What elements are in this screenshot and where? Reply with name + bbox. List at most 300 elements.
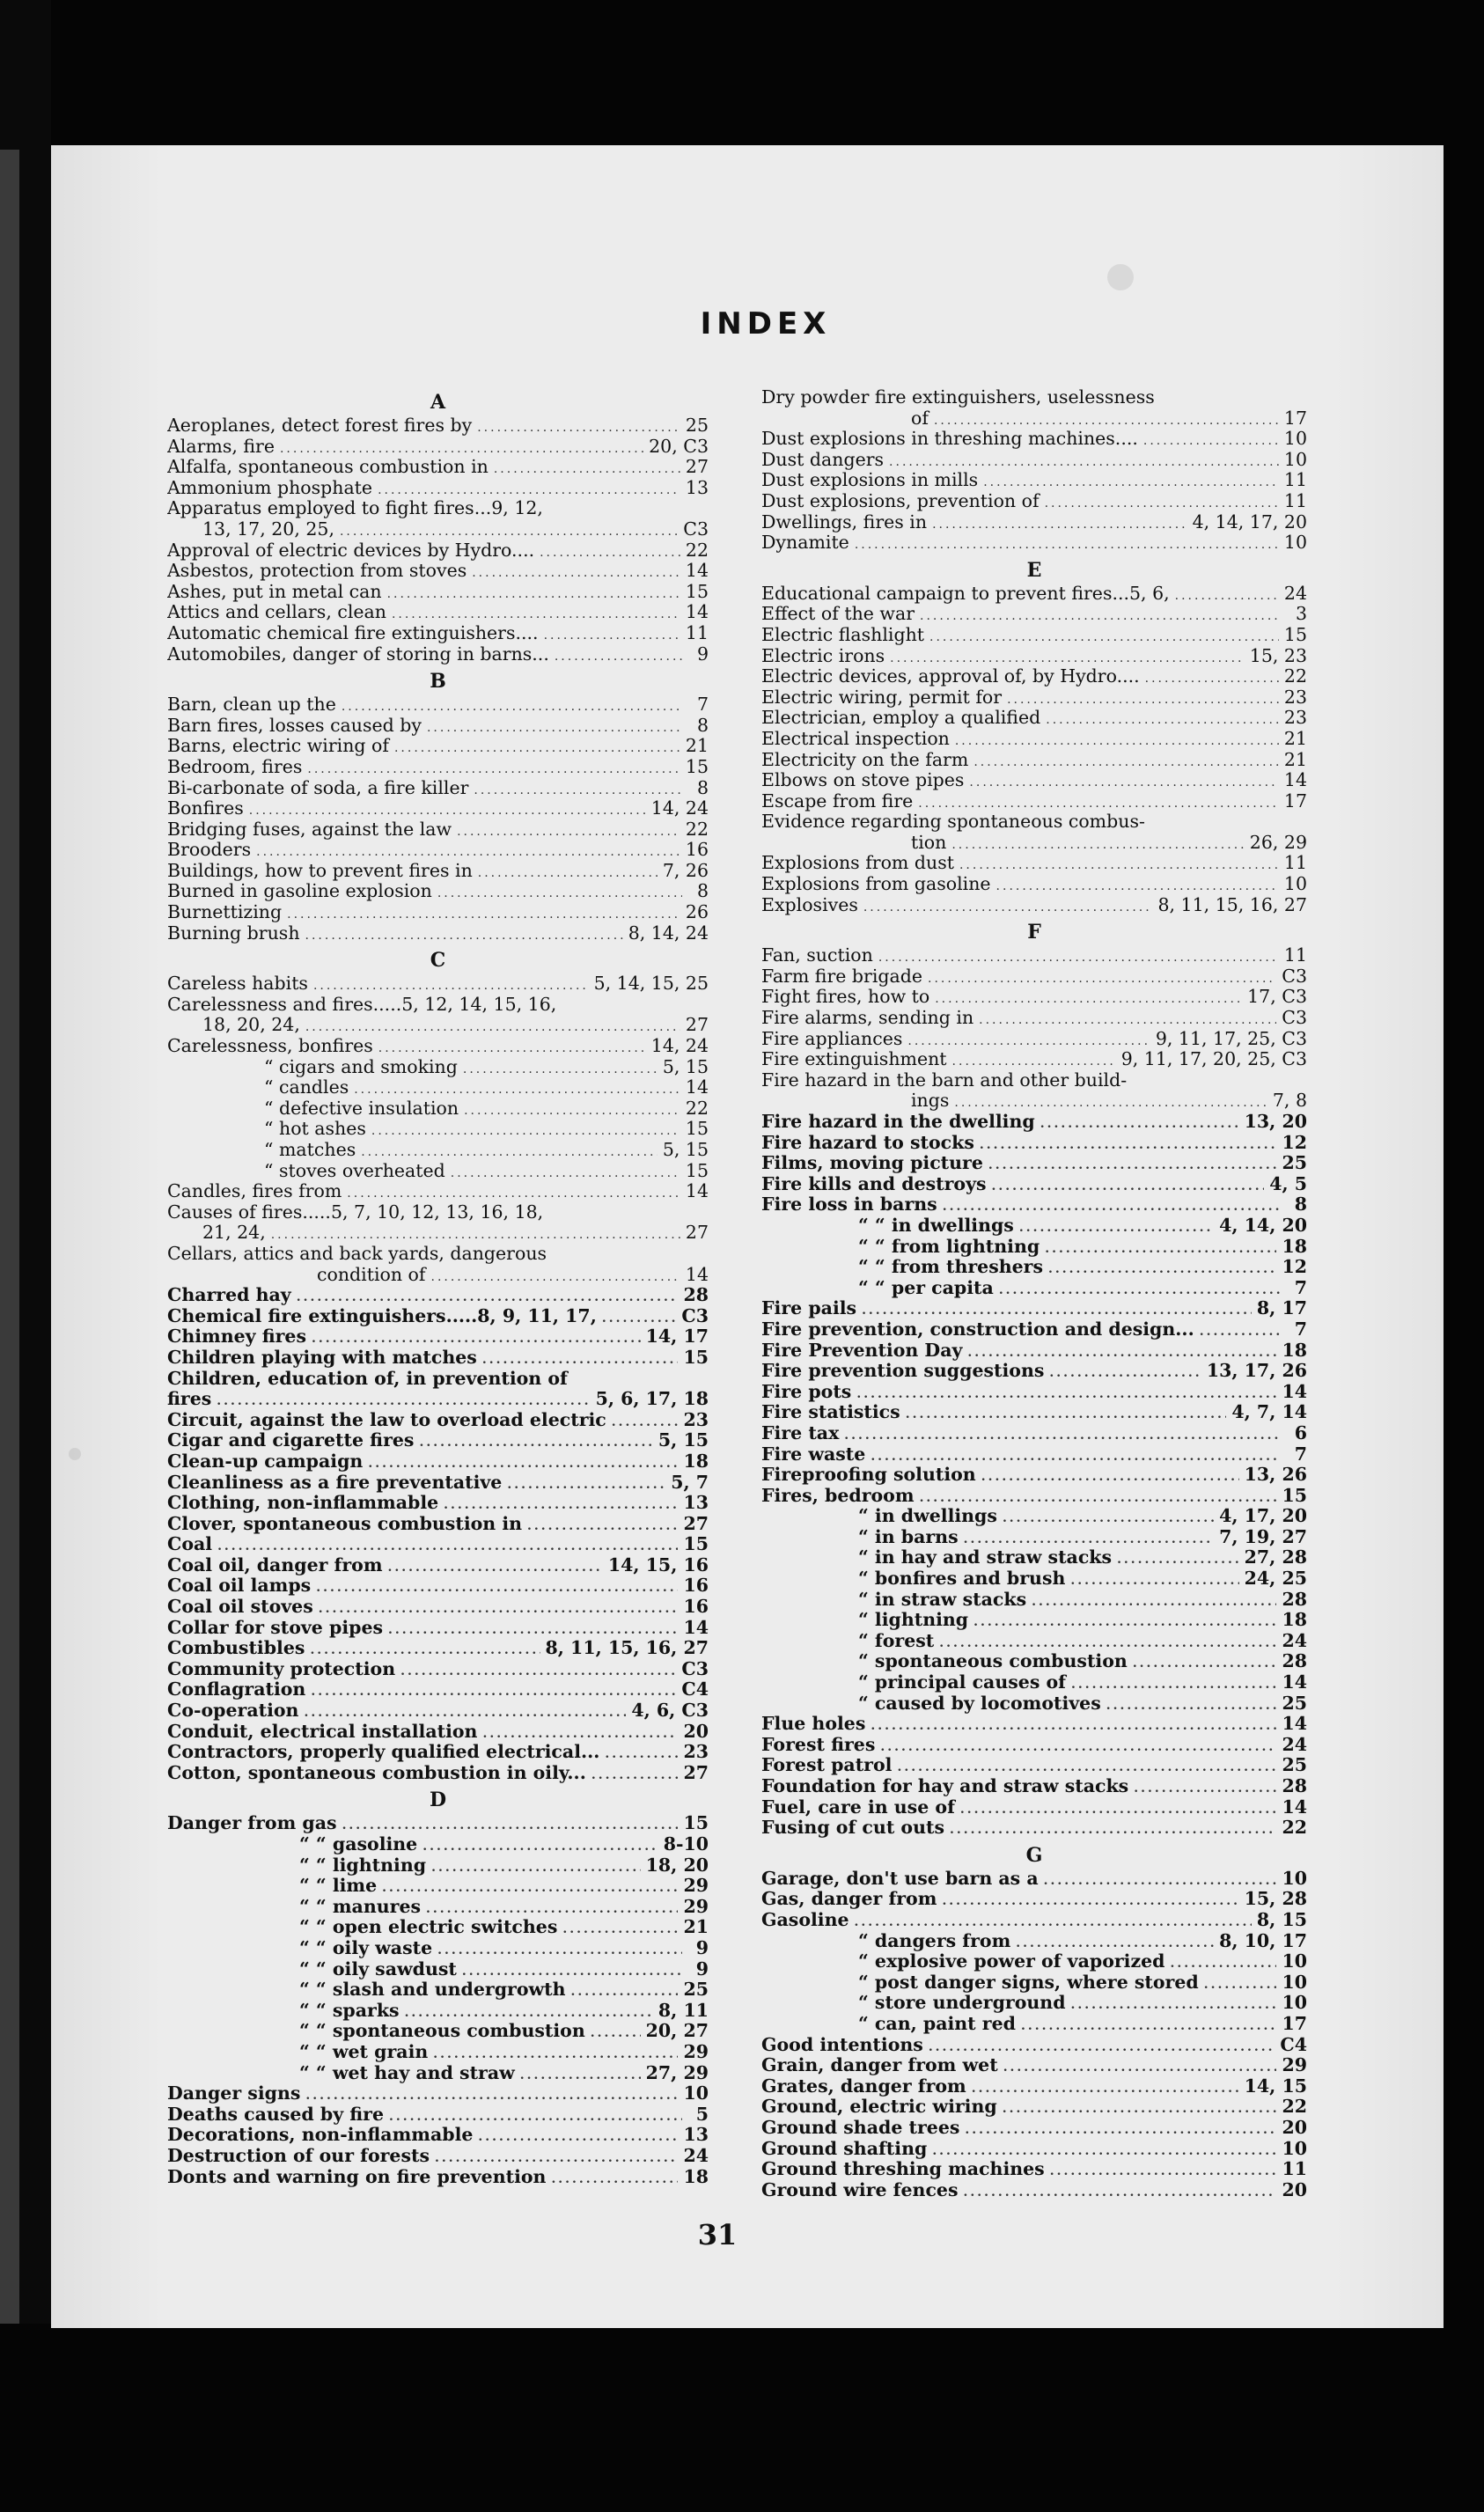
entry-page-ref: 23 <box>683 1742 709 1763</box>
entry-page-ref: 6 <box>1294 1422 1307 1443</box>
dot-leader <box>217 1392 590 1410</box>
entry-page-ref: 18 <box>1282 1340 1307 1361</box>
dot-leader <box>405 2003 653 2022</box>
dot-leader <box>932 515 1187 533</box>
entry-term: Clover, spontaneous combustion in <box>167 1513 523 1534</box>
scan-border-right <box>1444 0 1484 2512</box>
entry-page-ref: 8, 14, 24 <box>628 922 709 944</box>
dot-leader <box>878 948 1279 966</box>
entry-page-ref: 15 <box>685 1119 709 1140</box>
entry-page-ref: 25 <box>1282 1755 1307 1776</box>
index-entry <box>167 1098 709 1120</box>
index-entry <box>761 1278 1307 1299</box>
entry-term: Escape from fire <box>761 790 914 812</box>
dot-leader <box>378 1039 646 1057</box>
entry-term: Collar for stove pipes <box>167 1617 384 1638</box>
entry-term: Cleanliness as a fire preventative <box>167 1472 503 1493</box>
dot-leader <box>920 606 1281 625</box>
dot-leader <box>482 1724 678 1743</box>
dot-leader <box>342 1816 679 1834</box>
index-entry <box>167 2167 709 2188</box>
index-entry <box>761 450 1307 471</box>
entry-page-ref: 5, 7 <box>671 1472 709 1493</box>
entry-term: Fire statistics <box>761 1402 900 1423</box>
index-entry <box>167 1348 709 1369</box>
index-entry <box>761 791 1307 812</box>
entry-page-ref: 17, C3 <box>1247 987 1307 1008</box>
entry-term: “ “ from threshers <box>858 1257 1044 1278</box>
entry-term: “ “ open electric switches <box>299 1917 558 1938</box>
entry-page-ref: 14 <box>1282 1672 1307 1693</box>
dot-leader <box>918 794 1279 812</box>
entry-page-ref: 8, 11, 15, 16, 27 <box>1157 894 1307 915</box>
entry-page-ref: 25 <box>685 415 709 436</box>
index-entry <box>761 1382 1307 1403</box>
dot-leader <box>472 563 680 582</box>
index-entry <box>761 512 1307 533</box>
index-entry <box>761 1547 1307 1568</box>
entry-page-ref: 8 <box>1294 1194 1307 1216</box>
dot-leader <box>1003 1509 1214 1527</box>
index-entry <box>761 429 1307 450</box>
entry-term: Fire appliances <box>761 1028 903 1049</box>
entry-page-ref: 5 <box>695 2104 709 2125</box>
dot-leader <box>457 822 680 841</box>
dot-leader <box>1200 1322 1281 1340</box>
entry-page-ref: 15 <box>683 1534 709 1555</box>
entry-term: Barn, clean up the <box>167 694 336 716</box>
index-entry <box>167 1514 709 1535</box>
entry-term: Alfalfa, spontaneous combustion in <box>167 457 489 478</box>
index-entry <box>167 1638 709 1659</box>
entry-term: “ stoves overheated <box>264 1160 445 1181</box>
dot-leader <box>1117 1550 1239 1568</box>
dot-leader <box>464 1101 680 1120</box>
entry-term: “ spontaneous combustion <box>858 1651 1128 1672</box>
index-entry <box>761 1216 1307 1237</box>
entry-page-ref: 26 <box>685 902 709 923</box>
index-entry <box>167 561 709 582</box>
dot-leader <box>602 1309 677 1327</box>
dot-leader <box>271 1225 680 1244</box>
index-entry <box>761 2035 1307 2056</box>
dot-leader <box>388 1558 603 1576</box>
dot-leader <box>1007 690 1279 709</box>
index-entry <box>761 2014 1307 2035</box>
entry-page-ref: 7 <box>1294 1277 1307 1298</box>
dot-leader <box>1045 1239 1276 1258</box>
index-entry <box>167 1369 709 1390</box>
entry-term: Ammonium phosphate <box>167 477 373 498</box>
dot-leader <box>451 1164 680 1182</box>
entry-term: Combustibles <box>167 1638 305 1659</box>
index-entry <box>167 457 709 478</box>
entry-term: Electrician, employ a qualified <box>761 708 1041 729</box>
index-entry <box>167 1555 709 1576</box>
scan-border-top <box>0 0 1484 150</box>
dot-leader <box>474 781 682 799</box>
entry-page-ref: 24 <box>1282 1734 1307 1755</box>
dot-leader <box>217 1537 678 1555</box>
entry-term: “ store underground <box>858 1993 1066 2014</box>
entry-page-ref: 5, 15 <box>658 1430 709 1451</box>
entry-page-ref: 15 <box>685 1160 709 1181</box>
index-entry <box>167 778 709 799</box>
dot-leader <box>371 1121 680 1140</box>
entry-term: Conflagration <box>167 1679 306 1700</box>
dot-leader <box>950 1820 1276 1839</box>
entry-page-ref: 25 <box>1282 1693 1307 1714</box>
index-entry <box>167 995 709 1016</box>
entry-term: Asbestos, protection from stoves <box>167 561 467 582</box>
entry-page-ref: 17 <box>1283 408 1307 429</box>
entry-term: Buildings, how to prevent fires in <box>167 860 473 881</box>
index-entry <box>761 646 1307 667</box>
dot-leader <box>1070 1571 1238 1590</box>
dot-leader <box>862 1301 1252 1319</box>
index-entry <box>761 2055 1307 2076</box>
entry-page-ref: 18, 20 <box>645 1855 709 1876</box>
dot-leader <box>1045 494 1279 512</box>
entry-term: Explosions from gasoline <box>761 874 991 895</box>
dot-leader <box>920 1488 1277 1507</box>
index-entry <box>167 602 709 623</box>
entry-term: Candles, fires from <box>167 1181 342 1202</box>
entry-term: “ hot ashes <box>264 1119 366 1140</box>
entry-page-ref: 23 <box>683 1409 709 1430</box>
entry-term: Gasoline <box>761 1909 849 1930</box>
entry-page-ref: 14 <box>685 1264 709 1285</box>
index-entry <box>167 1897 709 1918</box>
index-entry <box>167 861 709 882</box>
dot-leader <box>256 842 680 861</box>
index-entry <box>761 1951 1307 1972</box>
index-entry <box>761 1672 1307 1693</box>
entry-page-ref: 5, 15 <box>662 1140 709 1160</box>
entry-term: “ “ spontaneous combustion <box>299 2021 585 2042</box>
dot-leader <box>1016 1934 1214 1952</box>
index-entry <box>167 923 709 944</box>
dot-leader <box>1175 586 1279 605</box>
entry-page-ref: 22 <box>1282 2097 1307 2118</box>
index-entry <box>761 1070 1307 1091</box>
entry-page-ref: 28 <box>1282 1651 1307 1672</box>
dot-leader <box>527 1517 678 1535</box>
index-entry <box>167 1834 709 1855</box>
entry-term: Ground shafting <box>761 2138 928 2159</box>
dot-leader <box>943 1197 1281 1216</box>
entry-term: Electricity on the farm <box>761 749 969 770</box>
entry-term: Aeroplanes, detect forest fires by <box>167 415 473 436</box>
entry-term: Dwellings, fires in <box>761 511 928 533</box>
entry-term: Apparatus employed to fight fires...9, 12, <box>167 498 543 519</box>
dot-leader <box>969 773 1278 791</box>
entry-term: condition of <box>317 1264 426 1285</box>
entry-page-ref: 11 <box>1283 853 1307 874</box>
index-entry <box>761 1910 1307 1931</box>
entry-term: Fire hazard in the barn and other build- <box>761 1069 1128 1091</box>
entry-page-ref: 23 <box>1283 687 1307 708</box>
entry-term: Good intentions <box>761 2034 923 2055</box>
index-entry <box>167 757 709 778</box>
entry-term: Fire prevention suggestions <box>761 1361 1045 1382</box>
index-entry <box>761 1527 1307 1548</box>
index-entry <box>761 1651 1307 1672</box>
entry-term: Fan, suction <box>761 945 873 966</box>
entry-term: Chimney fires <box>167 1326 306 1348</box>
dot-leader <box>983 473 1279 491</box>
index-entry <box>761 1194 1307 1216</box>
dot-leader <box>942 1891 1238 1910</box>
entry-page-ref: C3 <box>1282 966 1307 987</box>
entry-page-ref: 22 <box>1283 666 1307 687</box>
entry-term: Gas, danger from <box>761 1889 937 1910</box>
dot-leader <box>972 2079 1239 2097</box>
index-entry <box>167 1700 709 1722</box>
entry-term: “ explosive power of vaporized <box>858 1951 1165 1972</box>
index-entry <box>761 2118 1307 2139</box>
entry-term: Fire hazard to stocks <box>761 1132 974 1153</box>
entry-page-ref: 7, 8 <box>1272 1091 1307 1112</box>
index-entry <box>167 1473 709 1494</box>
index-entry <box>167 694 709 716</box>
entry-page-ref: 20, 27 <box>645 2021 709 2042</box>
index-entry <box>761 2076 1307 2097</box>
entry-page-ref: C3 <box>681 1305 709 1326</box>
dot-leader <box>540 543 680 562</box>
entry-term: Alarms, fire <box>167 436 275 457</box>
entry-term: “ matches <box>264 1140 356 1160</box>
dot-leader <box>305 926 623 944</box>
entry-page-ref: 11 <box>1283 945 1307 966</box>
entry-term: Carelessness, bonfires <box>167 1036 373 1057</box>
entry-page-ref: 27, 28 <box>1244 1547 1307 1568</box>
entry-page-ref: 9, 11, 17, 20, 25, C3 <box>1120 1049 1307 1070</box>
index-entry <box>167 1077 709 1098</box>
entry-page-ref: 21 <box>683 1917 709 1938</box>
index-entry <box>167 644 709 665</box>
entry-term: Circuit, against the law to overload electric <box>167 1409 606 1430</box>
index-entry <box>167 973 709 995</box>
entry-page-ref: 22 <box>685 540 709 561</box>
entry-term: Cellars, attics and back yards, dangerous <box>167 1243 547 1264</box>
entry-page-ref: 20, C3 <box>649 436 709 457</box>
entry-page-ref: 8 <box>696 715 709 736</box>
entry-term: Destruction of our forests <box>167 2145 430 2166</box>
index-entry <box>761 853 1307 874</box>
index-entry <box>167 1763 709 1784</box>
entry-page-ref: 18 <box>1282 1236 1307 1257</box>
entry-page-ref: 22 <box>685 819 709 840</box>
dot-leader <box>422 1837 658 1855</box>
entry-term: Fire kills and destroys <box>761 1173 987 1194</box>
dot-leader <box>280 439 643 458</box>
entry-page-ref: 10 <box>1283 533 1307 554</box>
entry-page-ref: 7, 19, 27 <box>1219 1526 1307 1547</box>
entry-page-ref: 3 <box>1295 604 1307 625</box>
index-entry <box>761 2159 1307 2180</box>
entry-page-ref: 15, 28 <box>1244 1889 1307 1910</box>
index-entry <box>167 798 709 819</box>
entry-page-ref: 24, 25 <box>1244 1568 1307 1590</box>
entry-page-ref: 15, 23 <box>1249 645 1307 666</box>
index-entry <box>761 2139 1307 2160</box>
dot-leader <box>437 884 682 902</box>
entry-page-ref: 14, 17 <box>645 1326 709 1348</box>
entry-term: “ “ lightning <box>299 1855 427 1876</box>
entry-term: “ “ in dwellings <box>858 1215 1014 1236</box>
dot-leader <box>571 1982 679 2001</box>
entry-page-ref: 27 <box>683 1513 709 1534</box>
index-entry <box>167 1618 709 1639</box>
entry-page-ref: 10 <box>1282 1993 1307 2014</box>
entry-page-ref: 25 <box>1282 1153 1307 1174</box>
entry-term: Automatic chemical fire extinguishers.... <box>167 622 539 643</box>
index-column-left <box>167 386 709 2187</box>
entry-term: Electric flashlight <box>761 624 925 645</box>
index-entry <box>761 1797 1307 1818</box>
entry-term: Brooders <box>167 840 252 861</box>
entry-page-ref: 14 <box>685 602 709 623</box>
dot-leader <box>855 1913 1252 1931</box>
entry-page-ref: C4 <box>681 1679 709 1700</box>
index-entry <box>167 902 709 923</box>
entry-term: Fire tax <box>761 1422 840 1443</box>
index-entry <box>761 1568 1307 1590</box>
entry-term: Bi-carbonate of soda, a fire killer <box>167 777 469 798</box>
dot-leader <box>394 738 680 757</box>
dot-leader <box>310 1641 540 1659</box>
entry-page-ref: 24 <box>683 2145 709 2166</box>
entry-term: “ in straw stacks <box>858 1589 1027 1610</box>
dot-leader <box>463 1060 658 1078</box>
entry-term: Donts and warning on fire prevention <box>167 2166 547 2187</box>
entry-page-ref: 27 <box>685 457 709 478</box>
entry-page-ref: 8, 11 <box>658 2000 709 2021</box>
index-entry <box>761 1174 1307 1195</box>
entry-term: “ forest <box>858 1630 935 1651</box>
index-entry <box>167 1161 709 1182</box>
index-entry <box>761 1735 1307 1756</box>
entry-term: Fire alarms, sending in <box>761 1008 974 1029</box>
index-entry <box>761 2180 1307 2201</box>
entry-page-ref: 26, 29 <box>1249 832 1307 853</box>
index-entry <box>761 666 1307 687</box>
dot-leader <box>304 1703 626 1722</box>
scan-border-bottom <box>0 2324 1484 2512</box>
index-column-right <box>761 387 1307 2200</box>
entry-term: Fight fires, how to <box>761 987 930 1008</box>
entry-page-ref: 20 <box>683 1721 709 1742</box>
index-entry <box>761 387 1307 408</box>
index-entry <box>167 540 709 562</box>
index-entry <box>167 1597 709 1618</box>
entry-term: “ caused by locomotives <box>858 1693 1101 1714</box>
entry-term: Ground shade trees <box>761 2117 960 2138</box>
entry-page-ref: 5, 15 <box>662 1056 709 1077</box>
entry-term: “ in barns <box>858 1526 959 1547</box>
index-entry <box>167 1057 709 1078</box>
entry-term: “ in hay and straw stacks <box>858 1547 1113 1568</box>
entry-term: Ground threshing machines <box>761 2159 1045 2180</box>
entry-term: “ “ wet hay and straw <box>299 2062 515 2083</box>
entry-page-ref: 13 <box>683 2125 709 2146</box>
index-entry <box>761 1049 1307 1070</box>
index-entry <box>167 1140 709 1161</box>
entry-term: Cotton, spontaneous combustion in oily... <box>167 1762 586 1783</box>
dot-leader <box>1134 1779 1276 1797</box>
index-entry <box>167 2146 709 2167</box>
entry-page-ref: 4, 17, 20 <box>1219 1506 1307 1527</box>
index-entry <box>761 708 1307 729</box>
entry-term: Children playing with matches <box>167 1347 477 1368</box>
dot-leader <box>316 1578 678 1597</box>
dot-leader <box>979 1010 1276 1029</box>
entry-term: Coal oil stoves <box>167 1597 313 1618</box>
entry-page-ref: 18 <box>1282 1610 1307 1631</box>
entry-page-ref: 27 <box>685 1223 709 1244</box>
dot-leader <box>313 976 589 995</box>
index-entry <box>761 1755 1307 1776</box>
index-entry <box>167 1036 709 1057</box>
index-entry <box>167 819 709 841</box>
index-entry <box>167 2083 709 2104</box>
entry-page-ref: 11 <box>1283 490 1307 511</box>
index-entry <box>761 1133 1307 1154</box>
entry-term: Fusing of cut outs <box>761 1818 945 1839</box>
dot-leader <box>555 647 682 665</box>
entry-term: Attics and cellars, clean <box>167 602 386 623</box>
dot-leader <box>551 2170 678 2188</box>
entry-term: Careless habits <box>167 973 308 995</box>
entry-page-ref: 15 <box>685 756 709 777</box>
entry-page-ref: 13 <box>685 477 709 498</box>
entry-page-ref: 9 <box>695 1937 709 1958</box>
entry-term: Clean-up campaign <box>167 1451 364 1472</box>
dot-leader <box>996 877 1279 895</box>
index-entry <box>167 1326 709 1348</box>
entry-term: Dust explosions, prevention of <box>761 490 1040 511</box>
entry-term: Co-operation <box>167 1700 299 1722</box>
entry-page-ref: C3 <box>1282 1008 1307 1029</box>
entry-page-ref: 10 <box>1282 1951 1307 1972</box>
dot-leader <box>1143 431 1279 450</box>
dot-leader <box>477 418 680 437</box>
index-entry <box>167 437 709 458</box>
index-entry <box>761 1298 1307 1319</box>
entry-page-ref: 14 <box>685 1077 709 1098</box>
entry-page-ref: 15 <box>1282 1485 1307 1506</box>
dot-leader <box>1050 2162 1277 2180</box>
index-entry <box>761 470 1307 491</box>
entry-term: Garage, don't use barn as a <box>761 1868 1039 1889</box>
dot-leader <box>880 1737 1276 1756</box>
index-entry <box>167 2021 709 2042</box>
entry-term: of <box>911 408 929 429</box>
entry-term: “ “ gasoline <box>299 1834 418 1855</box>
entry-term: Electric wiring, permit for <box>761 687 1003 708</box>
dot-leader <box>954 1093 1267 1112</box>
book-binding-edge <box>0 150 19 2324</box>
index-entry <box>167 2104 709 2126</box>
entry-term: Evidence regarding spontaneous combus- <box>761 812 1145 833</box>
entry-term: Fire waste <box>761 1443 866 1465</box>
dot-leader <box>973 1612 1276 1631</box>
entry-term: Films, moving picture <box>761 1153 983 1174</box>
dot-leader <box>890 649 1245 667</box>
dot-leader <box>307 760 680 778</box>
section-letter: D <box>429 1789 447 1812</box>
